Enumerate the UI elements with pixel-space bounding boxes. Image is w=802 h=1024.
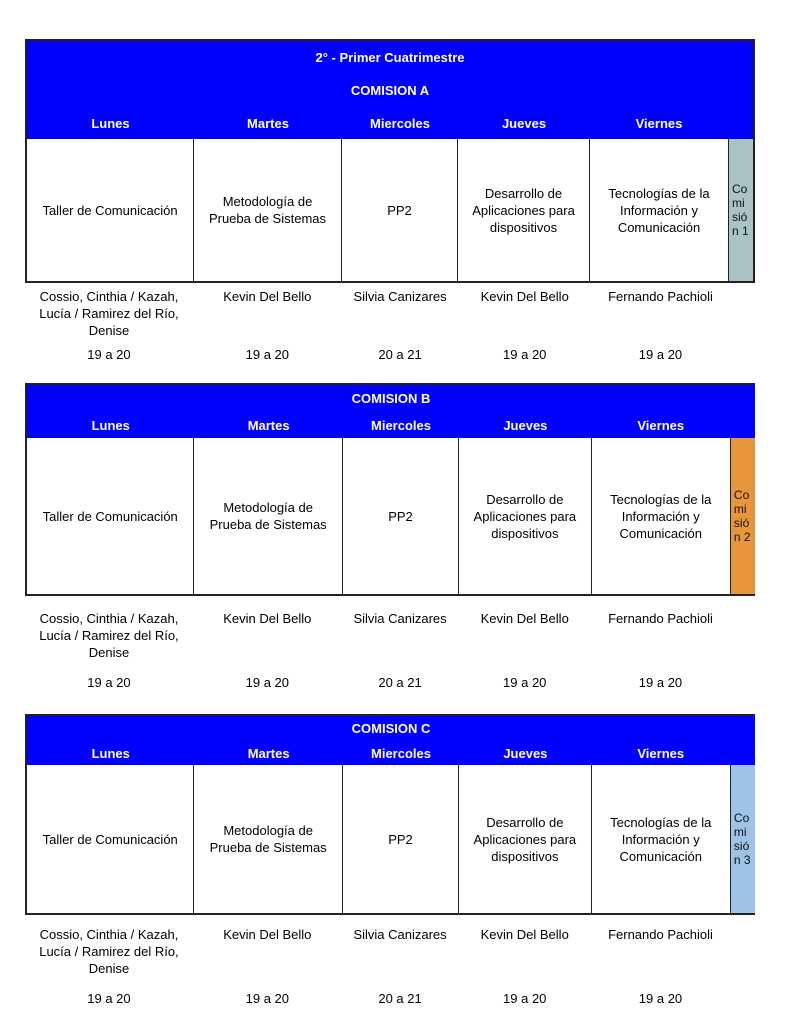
- course-cell-martes: Metodología de Prueba de Sistemas: [194, 139, 342, 281]
- course-cell-viernes: Tecnologías de la Información y Comunicación: [608, 185, 710, 235]
- day-header-spacer: [730, 412, 755, 438]
- comision-c-times-row: [25, 990, 755, 1007]
- time-spacer: [730, 674, 755, 691]
- comision-a-days-header: [27, 107, 753, 139]
- time-cell-miercoles: 20 a 21: [378, 347, 422, 362]
- time-cell-jueves: 19 a 20: [503, 991, 547, 1006]
- day-header-lunes: Lunes: [91, 745, 130, 761]
- teacher-cell-martes: Kevin Del Bello: [223, 611, 312, 626]
- day-header-lunes: Lunes: [91, 115, 130, 131]
- teacher-cell-viernes: Fernando Pachioli: [608, 289, 713, 304]
- day-header-martes: Martes: [247, 417, 290, 433]
- comision-2-badge: [730, 438, 755, 594]
- comision-b-days-header: [27, 412, 755, 438]
- time-cell-lunes: 19 a 20: [87, 675, 131, 690]
- comision-3-badge: [730, 765, 755, 913]
- schedule-comision-b: [25, 383, 755, 691]
- day-header-viernes: Viernes: [637, 745, 685, 761]
- comision-a-box: [25, 39, 755, 283]
- time-cell-miercoles: 20 a 21: [378, 675, 422, 690]
- teacher-cell-jueves: Kevin Del Bello: [480, 611, 569, 626]
- time-spacer: [730, 346, 755, 363]
- comision-a-courses-row: [27, 139, 753, 281]
- badge-line: n 2: [733, 530, 751, 544]
- teacher-cell-jueves: Kevin Del Bello: [480, 289, 569, 304]
- teacher-spacer: [730, 926, 755, 977]
- badge-line: Co: [733, 811, 750, 825]
- comision-a-teachers-row: [25, 288, 755, 339]
- day-header-miercoles: Miercoles: [371, 417, 431, 433]
- schedule-comision-a: [25, 0, 755, 363]
- teacher-cell-lunes: Cossio, Cinthia / Kazah, Lucía / Ramirez del Río, Denise: [39, 927, 179, 976]
- comision-a-title: COMISION A: [27, 74, 753, 107]
- badge-line: sió: [733, 839, 750, 853]
- time-spacer: [730, 990, 755, 1007]
- badge-line: mi: [732, 196, 745, 210]
- day-header-viernes: Viernes: [637, 417, 685, 433]
- day-header-viernes: Viernes: [635, 115, 683, 131]
- day-header-jueves: Jueves: [503, 417, 548, 433]
- comision-b-title: COMISION B: [27, 385, 755, 412]
- teacher-cell-lunes: Cossio, Cinthia / Kazah, Lucía / Ramirez del Río, Denise: [39, 289, 179, 338]
- teacher-cell-viernes: Fernando Pachioli: [608, 611, 713, 626]
- course-cell-jueves: Desarrollo de Aplicaciones para dispositivos: [459, 438, 591, 594]
- course-cell-martes: Metodología de Prueba de Sistemas: [194, 765, 342, 913]
- time-cell-viernes: 19 a 20: [638, 347, 683, 362]
- badge-line: mi: [733, 825, 747, 839]
- badge-line: Co: [732, 182, 748, 196]
- comision-b-box: [25, 383, 755, 596]
- comision-b-times-row: [25, 674, 755, 691]
- teacher-cell-miercoles: Silvia Canizares: [353, 927, 447, 942]
- course-cell-miercoles: PP2: [343, 438, 459, 594]
- teacher-cell-jueves: Kevin Del Bello: [480, 927, 569, 942]
- teacher-cell-martes: Kevin Del Bello: [223, 927, 312, 942]
- teacher-spacer: [730, 610, 755, 661]
- time-cell-miercoles: 20 a 21: [378, 991, 422, 1006]
- time-cell-jueves: 19 a 20: [503, 347, 547, 362]
- course-cell-lunes: Taller de Comunicación: [27, 438, 194, 594]
- time-cell-viernes: 19 a 20: [638, 675, 683, 690]
- badge-line: n 1: [732, 224, 749, 238]
- day-header-spacer: [730, 741, 755, 765]
- comision-b-teachers-row: [25, 610, 755, 661]
- course-cell-lunes: Taller de Comunicación: [27, 139, 194, 281]
- comision-1-badge: [728, 139, 753, 281]
- teacher-cell-miercoles: Silvia Canizares: [353, 289, 447, 304]
- course-cell-martes: Metodología de Prueba de Sistemas: [194, 438, 342, 594]
- course-cell-jueves: Desarrollo de Aplicaciones para dispositivos: [459, 765, 591, 913]
- teacher-cell-viernes: Fernando Pachioli: [608, 927, 713, 942]
- day-header-martes: Martes: [247, 115, 289, 131]
- day-header-jueves: Jueves: [503, 745, 548, 761]
- time-cell-martes: 19 a 20: [245, 675, 289, 690]
- day-header-spacer: [728, 107, 753, 139]
- time-cell-martes: 19 a 20: [245, 991, 289, 1006]
- day-header-jueves: Jueves: [501, 115, 547, 131]
- day-header-miercoles: Miercoles: [371, 745, 431, 761]
- course-cell-jueves: Desarrollo de Aplicaciones para dispositivos: [458, 139, 590, 281]
- course-cell-miercoles: PP2: [343, 765, 459, 913]
- badge-line: mi: [733, 502, 747, 516]
- badge-line: sió: [733, 516, 750, 530]
- day-header-miercoles: Miercoles: [370, 115, 430, 131]
- course-cell-lunes: Taller de Comunicación: [27, 765, 194, 913]
- schedule-comision-c: [25, 714, 755, 1007]
- comision-c-courses-row: [27, 765, 755, 913]
- badge-line: Co: [733, 488, 750, 502]
- course-cell-miercoles: PP2: [342, 139, 458, 281]
- comision-c-days-header: [27, 741, 755, 765]
- time-cell-martes: 19 a 20: [245, 347, 289, 362]
- course-cell-viernes: Tecnologías de la Información y Comunicación: [610, 491, 712, 541]
- day-header-martes: Martes: [247, 745, 290, 761]
- teacher-spacer: [730, 288, 755, 339]
- teacher-cell-lunes: Cossio, Cinthia / Kazah, Lucía / Ramirez del Río, Denise: [39, 611, 179, 660]
- teacher-cell-martes: Kevin Del Bello: [223, 289, 312, 304]
- comision-a-times-row: [25, 346, 755, 363]
- time-cell-jueves: 19 a 20: [503, 675, 547, 690]
- badge-line: n 3: [733, 853, 751, 867]
- time-cell-lunes: 19 a 20: [87, 991, 131, 1006]
- comision-c-title: COMISION C: [27, 716, 755, 741]
- day-header-lunes: Lunes: [91, 417, 130, 433]
- comision-c-box: [25, 714, 755, 915]
- badge-line: sió: [732, 210, 748, 224]
- comision-b-courses-row: [27, 438, 755, 594]
- course-cell-viernes: Tecnologías de la Información y Comunicación: [610, 814, 712, 864]
- time-cell-lunes: 19 a 20: [87, 347, 131, 362]
- semester-title: 2° - Primer Cuatrimestre: [27, 41, 753, 74]
- time-cell-viernes: 19 a 20: [638, 991, 683, 1006]
- teacher-cell-miercoles: Silvia Canizares: [353, 611, 447, 626]
- comision-c-teachers-row: [25, 926, 755, 977]
